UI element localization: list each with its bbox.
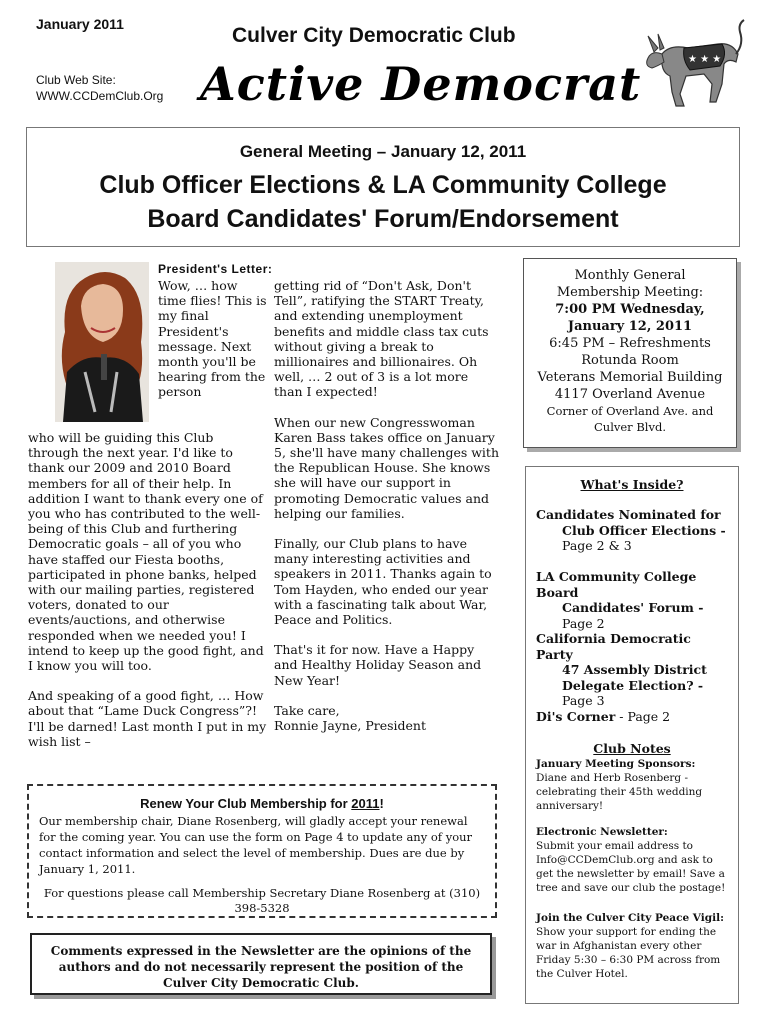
contents-item-page: - Page 2 [615, 709, 671, 724]
disclaimer-text: Comments expressed in the Newsletter are the opinions of the authors and do not necessarily represent the position of the Culver City Democratic Club. [50, 944, 472, 990]
letter-paragraph: When our new Congresswoman Karen Bass takes office on January 5, she'll have many challenges with the Republican House. She knows she will have our support in promoting Democratic values and helping our families. [274, 414, 499, 521]
contents-item[interactable] [536, 569, 730, 631]
contents-item[interactable] [536, 631, 730, 709]
contents-item-line: Club Officer Elections - [562, 522, 726, 538]
headline-line-2: Board Candidates' Forum/Endorsement [147, 205, 619, 233]
renewal-title-text: Renew Your Club Membership for [140, 796, 352, 811]
website-url[interactable]: WWW.CCDemClub.Org [36, 89, 164, 103]
website-label: Club Web Site: [36, 73, 116, 87]
headline-banner [26, 127, 740, 247]
renewal-text: Our membership chair, Diane Rosenberg, will gladly accept your renewal for the coming year. You can use the form on Page 4 to update any of your contact information and select the level of membership. Dues are due by January 1, 2011. [39, 814, 473, 876]
svg-text:★ ★ ★: ★ ★ ★ [688, 54, 722, 65]
letter-signature: Ronnie Jayne, President [274, 718, 426, 734]
note-text: Diane and Herb Rosenberg - celebrating their 45th wedding anniversary! [536, 772, 703, 812]
contents-item-line: LA Community College Board [536, 569, 697, 600]
contents-item-page: Page 3 [562, 693, 605, 708]
meeting-info-box [523, 258, 737, 448]
meeting-heading: Monthly General Membership Meeting: [556, 268, 704, 300]
renewal-box [27, 784, 497, 918]
note-heading: Electronic Newsletter: [536, 826, 668, 838]
letter-paragraph: That's it for now. Have a Happy and Healthy Holiday Season and New Year! [274, 642, 482, 688]
issue-date: January 2011 [36, 16, 124, 32]
note-heading: Join the Culver City Peace Vigil: [536, 912, 724, 924]
contents-item-line: Di's Corner [536, 709, 616, 724]
meeting-time: 7:00 PM Wednesday, [555, 302, 705, 317]
note-text: Show your support for ending the war in Afghanistan every other Friday 5:30 – 6:30 PM across from the Culver Hotel. [536, 926, 721, 980]
note-sponsors [536, 757, 730, 813]
note-heading: January Meeting Sponsors: [536, 758, 696, 770]
disclaimer-box [30, 933, 492, 995]
letter-col2 [274, 278, 499, 733]
letter-paragraph: getting rid of “Don't Ask, Don't Tell”, ratifying the START Treaty, and extending unemployment benefits and middle class tax cuts without giving a break to millionaires and billionaires. Oh well, … 2 out of 3 is a lot more than I expected! [274, 278, 489, 400]
letter-signoff: Take care, [274, 702, 340, 718]
contents-item-page: Page 2 & 3 [562, 538, 632, 553]
meeting-corner: Corner of Overland Ave. and Culver Blvd. [546, 404, 714, 434]
contents-item-line: California Democratic Party [536, 631, 691, 662]
letter-paragraph: Finally, our Club plans to have many interesting activities and speakers in 2011. Thanks again to Tom Hayden, who ended our year with a fascinating talk about War, Peace and Politics. [274, 536, 492, 628]
contents-item-line: Candidates Nominated for [536, 507, 721, 522]
renewal-title-suffix: ! [379, 796, 384, 811]
meeting-date: January 12, 2011 [567, 319, 693, 334]
club-name: Culver City Democratic Club [232, 24, 516, 47]
note-text: Submit your email address to Info@CCDemClub.org and ask to get the newsletter by email! Save a tree and save our club the postage! [536, 840, 726, 894]
club-notes-title: Club Notes [593, 741, 671, 756]
donkey-logo-icon [640, 14, 750, 110]
note-peace-vigil [536, 911, 730, 981]
note-newsletter [536, 825, 730, 895]
contents-item[interactable] [536, 507, 730, 554]
contents-item-page: Page 2 [562, 615, 605, 631]
headline-line-1: Club Officer Elections & LA Community College [99, 171, 667, 199]
letter-col1 [28, 430, 268, 764]
contents-item-line: Delegate Election? - [562, 677, 704, 693]
contents-item-line: Candidates' Forum - [562, 600, 704, 615]
meeting-room: Rotunda Room [581, 353, 679, 368]
meeting-date-line: General Meeting – January 12, 2011 [239, 142, 527, 161]
contents-item-line: 47 Assembly District [562, 662, 707, 677]
president-photo [55, 262, 149, 422]
meeting-address: 4117 Overland Avenue [554, 387, 706, 402]
letter-title: President's Letter: [158, 262, 273, 276]
letter-paragraph: who will be guiding this Club through the next year. I'd like to thank our 2009 and 2010 Board members for all of their help. In addition I want to thank every one of you who has contributed to the well-being of this Club and furthering Democratic goals – all of you who have staffed our Fiesta booths, participated in phone banks, helped with our mailing parties, registered voters, donated to our events/auctions, and otherwise responded when we needed you! I intend to keep up the good fight, and I know you will too. [28, 430, 264, 674]
meeting-refreshments: 6:45 PM – Refreshments [549, 336, 711, 351]
sidebar-contents [525, 466, 739, 1004]
renewal-title [29, 796, 495, 811]
headline [27, 168, 739, 236]
masthead-title: Active Democrat [200, 57, 642, 111]
whats-inside-title: What's Inside? [580, 477, 684, 492]
renewal-contact: For questions please call Membership Secretary Diane Rosenberg at (310) 398-5328 [43, 886, 481, 915]
renewal-year: 2011 [351, 796, 380, 811]
meeting-building: Veterans Memorial Building [537, 370, 723, 385]
letter-col1-top: Wow, … how time flies! This is my final President's message. Next month you'll be hearing from the person [158, 278, 267, 400]
contents-item[interactable] [536, 709, 730, 725]
letter-paragraph: And speaking of a good fight, … How about that “Lame Duck Congress”?! I'll be darned! Last month I put in my wish list – [28, 688, 267, 749]
website-block [36, 72, 163, 104]
